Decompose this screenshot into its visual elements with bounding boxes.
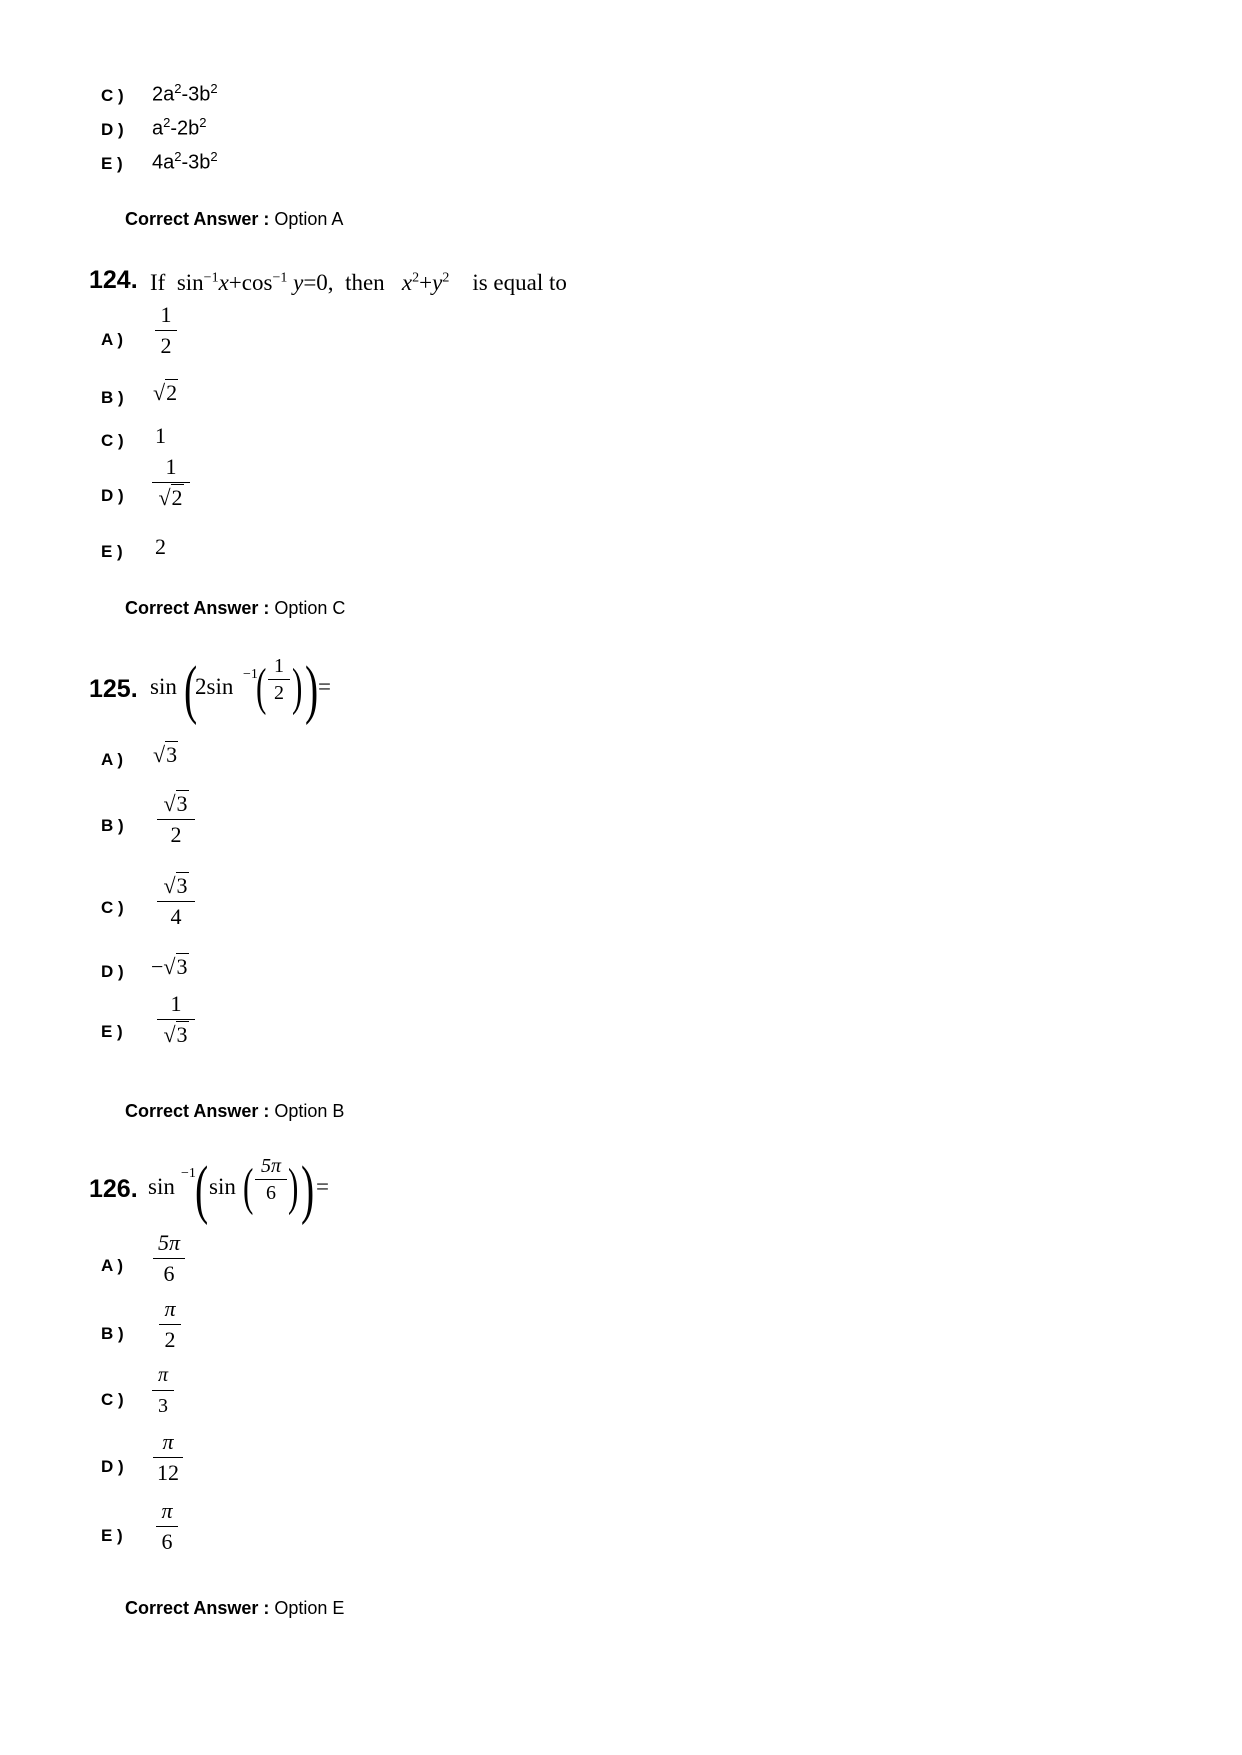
correct-answer: Correct Answer : Option A <box>125 209 344 229</box>
option-d-value: −√3 <box>151 954 188 979</box>
question-number: 126. <box>89 1175 138 1203</box>
option-label: E ) <box>101 1526 123 1545</box>
expression-fraction: 1 2 <box>268 654 290 705</box>
option-c-value: 1 <box>155 423 166 448</box>
option-label: C ) <box>101 898 124 917</box>
option-label: D ) <box>101 486 124 505</box>
option-e-value: 2 <box>155 534 166 559</box>
option-label: C ) <box>101 1390 124 1409</box>
option-b-fraction: π 2 <box>159 1295 181 1354</box>
question-expression: sin ( 2sin −1 ( 1 2 ) ) = <box>150 653 331 726</box>
right-paren: ) <box>292 659 303 716</box>
option-label: C ) <box>101 431 124 450</box>
option-e-fraction: π 6 <box>156 1497 178 1556</box>
option-label: D ) <box>101 962 124 981</box>
correct-answer: Correct Answer : Option E <box>125 1598 345 1618</box>
question-number: 125. <box>89 675 138 703</box>
option-a-sqrt: √3 <box>153 742 178 767</box>
option-c-fraction: √3 4 <box>157 872 195 931</box>
option-value: $a^2-2b^2$ <box>152 115 207 140</box>
option-label: D ) <box>101 1457 124 1476</box>
question-number: 124. <box>89 266 138 294</box>
left-paren: ( <box>256 659 267 716</box>
option-value: $2a^2-3b^2$ <box>152 81 218 106</box>
left-paren: ( <box>243 1159 254 1216</box>
correct-answer: Correct Answer : Option B <box>125 1101 345 1121</box>
left-paren: ( <box>184 653 198 726</box>
option-label: B ) <box>101 816 124 835</box>
option-a-fraction: 1 2 <box>155 301 177 360</box>
option-label: E ) <box>101 542 123 561</box>
expression-fraction: 5π 6 <box>255 1154 287 1205</box>
right-paren: ) <box>301 1153 315 1226</box>
left-paren: ( <box>195 1153 209 1226</box>
option-label: A ) <box>101 330 124 349</box>
option-d-fraction: 1 √2 <box>152 453 190 512</box>
correct-answer: Correct Answer : Option C <box>125 598 346 618</box>
option-label: A ) <box>101 1256 124 1275</box>
option-label: A ) <box>101 750 124 769</box>
option-label: B ) <box>101 1324 124 1343</box>
option-b-fraction: √3 2 <box>157 790 195 849</box>
right-paren: ) <box>288 1159 299 1216</box>
question-expression: sin −1 ( sin ( 5π 6 ) ) = <box>148 1153 329 1226</box>
option-value: $4a^2-3b^2$ <box>152 149 218 174</box>
option-a-fraction: 5π 6 <box>153 1229 185 1288</box>
option-b-sqrt: √2 <box>153 380 178 405</box>
option-label: C ) <box>101 86 124 105</box>
right-paren: ) <box>305 653 319 726</box>
option-c-fraction: π 3 <box>152 1361 174 1420</box>
question-text: If $\sin^{-1}x+\cos^{-1}$ y=0, then $x^2+y^2$ is equal to <box>150 270 567 295</box>
option-label: B ) <box>101 388 124 407</box>
option-label: E ) <box>101 1022 123 1041</box>
option-label: D ) <box>101 120 124 139</box>
option-e-fraction: 1 √3 <box>157 990 195 1049</box>
option-label: E ) <box>101 154 123 173</box>
option-d-fraction: π 12 <box>153 1428 183 1487</box>
